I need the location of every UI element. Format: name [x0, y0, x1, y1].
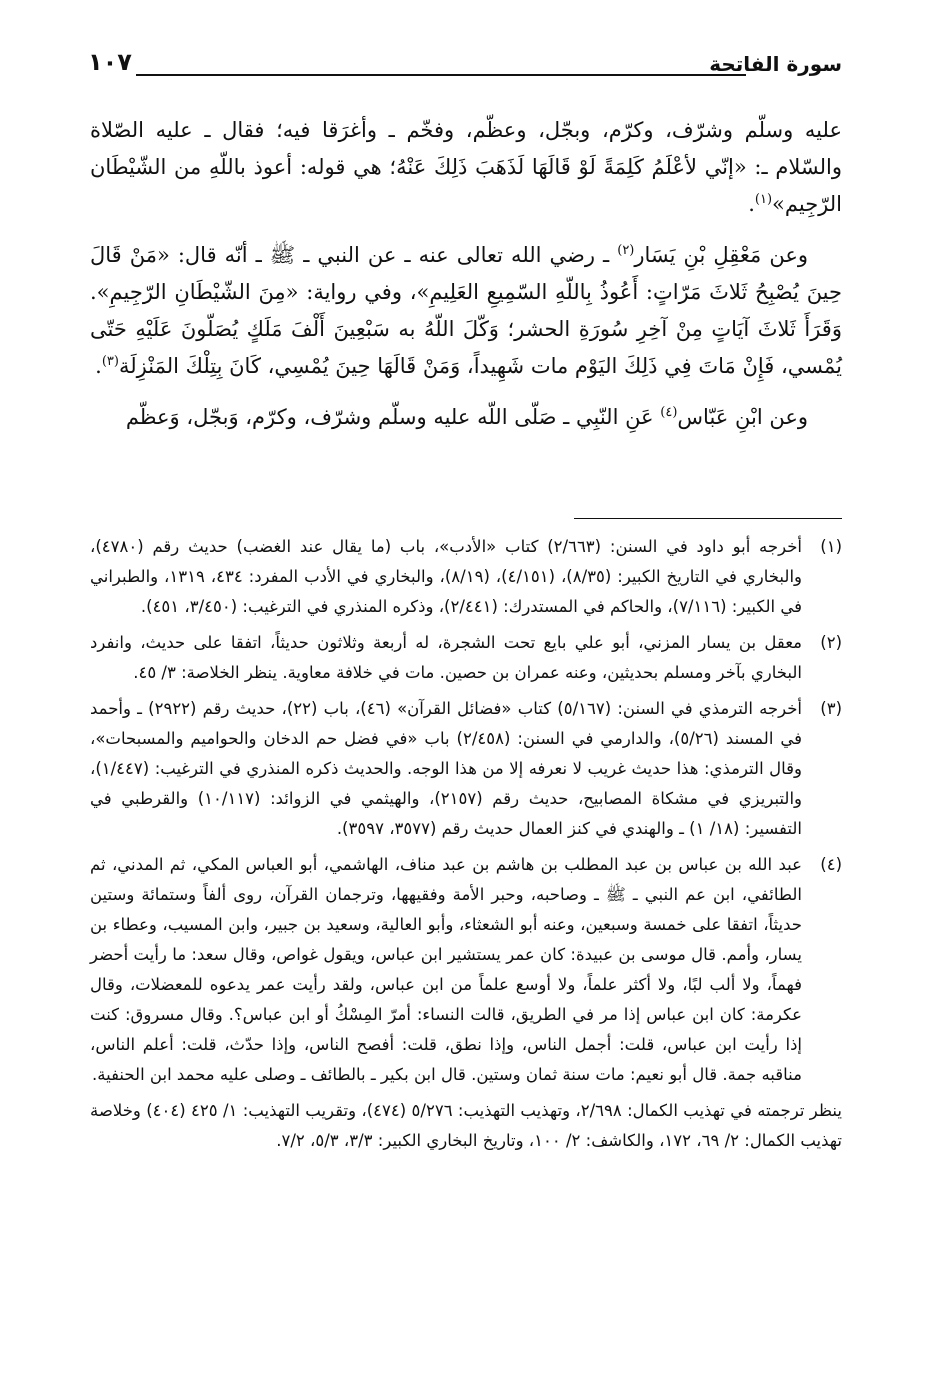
paragraph-2-end: . — [95, 354, 102, 378]
footnote — [90, 532, 842, 622]
paragraph-3 — [90, 399, 842, 436]
footnote-text: عبد الله بن عباس بن عبد المطلب بن هاشم بن عبد مناف، الهاشمي، أبو العباس المكي، ثم المدني، ثم الطائفي، ابن عم النبي ـ ﷺ ـ وصاحبه، وحبر الأمة وفقيهها، وترجمان القرآن، روى ألفاً وستمائة وستين حديثاً، اتفقا على خمسة وسبعين، وعنه أبو الشعثاء، وأبو العالية، وسعيد بن جبير، وابن المسيب، وعطاء بن يسار، وأمم. قال موسى بن عبيدة: كان عمر يستشير ابن عباس، ويقول غواص، وقال سعد: ما رأيت أحضر فهماً، ولا ألب لبًا، ولا أكثر علماً، ولا أوسع علماً من ابن عباس، ولقد رأيت عمر يدعوه للمعضلات، وقال عكرمة: كان ابن عباس إذا مر في الطريق، قالت النساء: أمرّ المِسْكُ أو ابن عباس؟. وقال مسروق: كنت إذا رأيت ابن عباس، قلت: أجمل الناس، وإذا نطق، قلت: أفصح الناس، وإذا حدّث، قلت: أعلم الناس، مناقبه جمة. قال أبو نعيم: مات سنة ثمان وستين. قال ابن بكير ـ بالطائف ـ وصلى عليه محمد ابن الحنفية. — [90, 855, 802, 1084]
page-number: ١٠٧ — [88, 48, 132, 76]
footnote-number: (١) — [820, 537, 842, 556]
main-text — [90, 112, 842, 450]
footnote-references: ينظر ترجمته في تهذيب الكمال: ٢/٦٩٨، وتهذيب التهذيب: ٥/٢٧٦ (٤٧٤)، وتقريب التهذيب: ١/ ٤٢٥ (٤٠٤) وخلاصة تهذيب الكمال: ٢/ ٦٩، ١٧٢، والكاشف: ٢/ ١٠٠، وتاريخ البخاري الكبير: ٣/٣، ٥/٣، ٧/٢. — [90, 1101, 842, 1150]
footnote-ref-1: (١) — [754, 192, 773, 207]
footnote-number: (٢) — [820, 633, 842, 652]
paragraph-3-text-b: عَنِ النّبِي ـ صَلّى اللّه عليه وسلّم وشرّف، وكرّم، وَبجّل، وَعظّم — [125, 405, 661, 429]
footnote-ref-2: (٢) — [617, 243, 635, 258]
header-rule — [136, 74, 746, 76]
footnote — [90, 628, 842, 688]
footnote-text: أخرجه الترمذي في السنن: (٥/١٦٧) كتاب «فضائل القرآن» (٤٦)، باب (٢٢)، حديث رقم (٢٩٢٢) ـ وأحمد في المسند (٥/٢٦)، والدارمي في السنن: (٢/٤٥٨) باب «في فضل حم الدخان والحواميم والمسبحات»، وقال الترمذي: هذا حديث غريب لا نعرفه إلا من هذا الوجه. والحديث ذكره المنذري في الترغيب: (١/٤٤٧)، والتبريزي في مشكاة المصابيح، حديث رقم (٢١٥٧)، والهيثمي في الزوائد: (١٠/١١٧) والقرطبي في التفسير: (١٨/ ١) ـ والهندي في كنز العمال حديث رقم (٣٥٧٧، ٣٥٩٧). — [90, 699, 803, 838]
paragraph-2 — [90, 237, 842, 385]
footnote-text: معقل بن يسار المزني، أبو علي بايع تحت الشجرة، له أربعة وثلاثون حديثاً، اتفقا على حديث، وانفرد البخاري بآخر ومسلم بحديثين، وعنه عمران بن حصين. مات في خلافة معاوية. ينظر الخلاصة: ٣/ ٤٥. — [90, 633, 802, 682]
footnote — [90, 850, 842, 1090]
paragraph-2-text-a: وعن مَعْقِلِ بْنِ يَسَار — [634, 243, 808, 267]
paragraph-1 — [90, 112, 842, 223]
paragraph-1-end: . — [748, 192, 755, 216]
footnote-number: (٤) — [820, 855, 842, 874]
footnote-number: (٣) — [820, 699, 842, 718]
running-title: سورة الفاتحة — [709, 52, 842, 76]
page-header — [88, 44, 842, 84]
footnote — [90, 694, 842, 844]
paragraph-2-text-b: ـ رضي الله تعالى عنه ـ عن النبي ـ ﷺ ـ أنّه قال: «مَنْ قَالَ حِينَ يُصْبِحُ ثَلاثَ مَرّاتٍ: أَعُوذُ بِاللّهِ السّمِيعِ العَلِيمِ»، وفي رواية: «مِنَ الشّيْطَانِ الرّجِيمِ». وَقَرَأَ ثَلاثَ آيَاتٍ مِنْ آخِرِ سُورَةِ الحشر؛ وَكّلَ اللّهُ به سَبْعِينَ أَلْفَ مَلَكٍ يُصَلّونَ عَلَيْهِ حَتّى يُمْسي، فَإِنْ مَاتَ فِي ذَلِكَ اليَوْم مات شَهِيداً، وَمَنْ قَالَهَا حِينَ يُمْسِي، كَانَ بِتِلْكَ المَنْزِلَة — [90, 243, 842, 378]
footnote-text: أخرجه أبو داود في السنن: (٢/٦٦٣) كتاب «الأدب»، باب (ما يقال عند الغضب) حديث رقم (٤٧٨٠)، والبخاري في التاريخ الكبير: (٨/٣٥)، (٤/١٥١)، (٨/١٩)، والبخاري في الأدب المفرد: ٤٣٤، ١٣١٩، والطبراني في الكبير: (٧/١١٦)، والحاكم في المستدرك: (٢/٤٤١)، وذكره المنذري في الترغيب: (٣/٤٥٠، ٤٥١). — [90, 537, 802, 616]
paragraph-1-text: عليه وسلّم وشرّف، وكرّم، وبجّل، وعظّم، وفخّم ـ وأغرَقا فيه؛ فقال ـ عليه الصّلاة والسّلام ـ: «إنّي لأعْلَمُ كَلِمَةً لَوْ قَالَهَا لَذَهَبَ ذَلِكَ عَنْهُ؛ هي قوله: أعوذ باللّهِ من الشّيْطَان الرّجِيم» — [90, 118, 842, 216]
footnote-ref-3: (٣) — [101, 354, 119, 369]
footnote-ref-4: (٤) — [660, 405, 678, 420]
paragraph-3-text-a: وعن ابْنِ عَبّاس — [677, 405, 808, 429]
footnotes — [90, 532, 842, 1156]
footnote-separator — [574, 518, 842, 519]
